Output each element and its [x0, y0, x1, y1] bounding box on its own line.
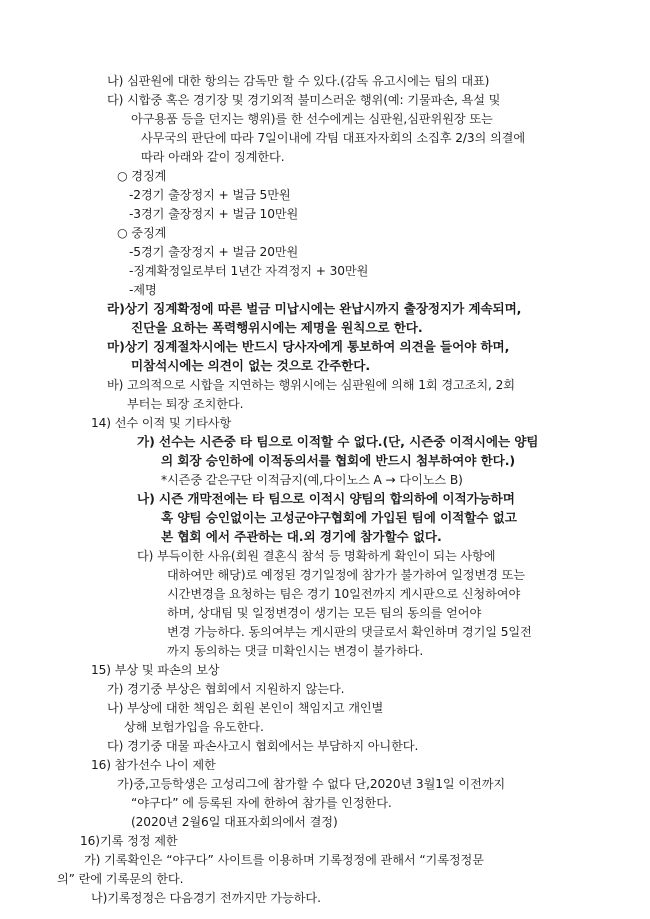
text-line: 마)상기 징계절차시에는 반드시 당사자에게 통보하여 의견을 들어야 하며,: [107, 339, 510, 354]
text-line: 다) 경기중 대물 파손사고시 협회에서는 부담하지 아니한다.: [107, 739, 419, 753]
text-line: 가)중,고등학생은 고성리그에 참가할 수 없다 단,2020년 3월1일 이전까지: [117, 777, 506, 791]
text-line: 나) 부상에 대한 책임은 회원 본인이 책임지고 개인별: [107, 701, 384, 715]
text-line: “야구다” 에 등록된 자에 한하여 참가를 인정한다.: [131, 796, 392, 810]
text-line: 다) 부득이한 사유(회원 결혼식 참석 등 명확하게 확인이 되는 사항에: [137, 549, 496, 563]
text-line: (2020년 2월6일 대표자회의에서 결정): [131, 815, 338, 829]
text-line: 바) 고의적으로 시합을 지연하는 행위시에는 심판원에 의해 1회 경고조치, 2회: [107, 378, 515, 392]
text-line: 가) 기록확인은 “야구다” 사이트를 이용하며 기록정정에 관해서 “기록정정문: [84, 853, 484, 867]
text-line: ○ 경징계: [117, 169, 167, 183]
text-line: 본 협회 에서 주관하는 대.외 경기에 참가할수 없다.: [161, 529, 442, 544]
text-line: 혹 양팀 승인없이는 고성군야구협회에 가입된 팀에 이적할수 없고: [161, 510, 517, 525]
text-line: 진단을 요하는 폭력행위시에는 제명을 원칙으로 한다.: [131, 320, 423, 335]
text-line: 의 회장 승인하에 이적동의서를 협회에 반드시 첨부하여야 한다.): [161, 453, 516, 468]
text-line: 라)상기 징계확정에 따른 벌금 미납시에는 완납시까지 출장정지가 계속되며,: [107, 301, 522, 316]
text-line: 다) 시합중 혹은 경기장 및 경기외적 불미스러운 행위(예: 기물파손, 욕설 및: [107, 93, 501, 107]
text-line: 하며, 상대팀 및 일정변경이 생기는 모든 팀의 동의를 얻어야: [167, 606, 482, 620]
text-line: *시즌중 같은구단 이적금지(예,다이노스 A → 다이노스 B): [161, 473, 463, 487]
text-line: 가) 선수는 시즌중 타 팀으로 이적할 수 없다.(단, 시즌중 이적시에는 양팀: [137, 434, 539, 449]
text-line: 상해 보험가입을 유도한다.: [124, 720, 264, 734]
section-heading: 16) 참가선수 나이 제한: [91, 758, 216, 772]
text-line: 미참석시에는 의견이 없는 것으로 간주한다.: [131, 358, 371, 373]
text-line: 변경 가능하다. 동의여부는 게시판의 댓글로서 확인하며 경기일 5일전: [167, 625, 532, 639]
section-heading: 14) 선수 이적 및 기타사항: [91, 416, 232, 430]
text-line: 나) 시즌 개막전에는 타 팀으로 이적시 양팀의 합의하에 이적가능하며: [137, 491, 515, 506]
text-line: 따라 아래와 같이 징계한다.: [141, 150, 285, 164]
text-line: 대하여만 해당)로 예정된 경기일정에 참가가 불가하여 일정변경 또는: [167, 568, 525, 582]
text-line: -징계확정일로부터 1년간 자격정지 + 30만원: [129, 264, 369, 278]
text-line: 가) 경기중 부상은 협회에서 지원하지 않는다.: [107, 682, 345, 696]
text-line: ○ 중징계: [117, 226, 167, 240]
text-line: -2경기 출장정지 + 벌금 5만원: [129, 188, 291, 202]
text-line: 부터는 퇴장 조치한다.: [127, 397, 244, 411]
section-heading: 15) 부상 및 파손의 보상: [91, 663, 220, 677]
section-heading: 16)기록 정정 제한: [80, 834, 178, 848]
text-line: 까지 동의하는 댓글 미확인시는 변경이 불가하다.: [167, 644, 424, 658]
text-line: -3경기 출장정지 + 벌금 10만원: [129, 207, 299, 221]
text-line: 아구용품 등을 던지는 행위)를 한 선수에게는 심판원,심판위원장 또는: [131, 112, 493, 126]
text-line: -제명: [129, 283, 157, 297]
text-line: 나) 심판원에 대한 항의는 감독만 할 수 있다.(감독 유고시에는 팀의 대표): [107, 74, 490, 88]
text-line: 시간변경을 요청하는 팀은 경기 10일전까지 게시판으로 신청하여야: [167, 587, 521, 601]
text-line: 나)기록정정은 다음경기 전까지만 가능하다.: [91, 891, 321, 905]
text-line: -5경기 출장정지 + 벌금 20만원: [129, 245, 299, 259]
text-line: 의” 란에 기록문의 한다.: [57, 872, 184, 886]
text-line: 사무국의 판단에 따라 7일이내에 각팀 대표자자회의 소집후 2/3의 의결에: [141, 131, 526, 145]
